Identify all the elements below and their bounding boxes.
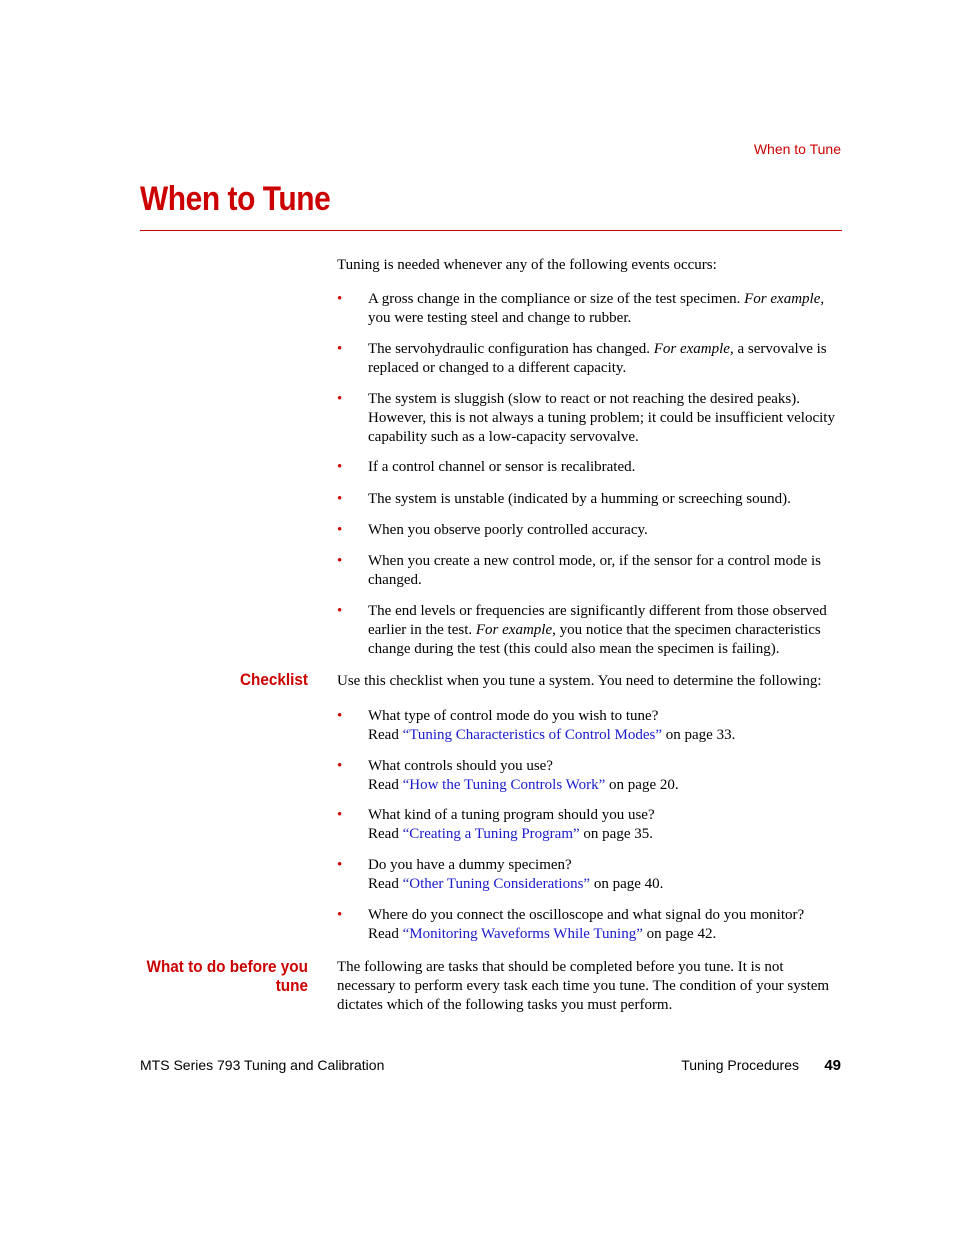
before-tune-heading: What to do before you tune (146, 957, 308, 995)
checklist-intro: Use this checklist when you tune a system. You need to determine the following: (337, 673, 822, 689)
bullet-icon: • (337, 341, 343, 357)
list-item (337, 602, 842, 659)
cross-reference-link[interactable]: “Tuning Characteristics of Control Modes” (402, 727, 662, 743)
list-item-text: A gross change in the compliance or size of the test specimen. For example, you were testing steel and change to rubber. (368, 291, 825, 326)
list-item-text: When you observe poorly controlled accuracy. (368, 522, 648, 538)
checklist-item-text: What controls should you use? Read “How the Tuning Controls Work” on page 20. (368, 758, 679, 793)
cross-reference-link[interactable]: “Creating a Tuning Program” (402, 826, 580, 842)
checklist-item-text: Where do you connect the oscilloscope and what signal do you monitor? Read “Monitoring Waveforms While Tuning” on page 42. (368, 907, 805, 942)
bullet-icon: • (337, 758, 343, 774)
checklist-item (337, 707, 842, 745)
title-divider (140, 230, 842, 231)
checklist-item-text: What type of control mode do you wish to tune? Read “Tuning Characteristics of Control Modes” on page 33. (368, 708, 736, 743)
bullet-icon: • (337, 391, 343, 407)
checklist-item (337, 757, 842, 795)
bullet-icon: • (337, 522, 343, 538)
bullet-icon: • (337, 708, 343, 724)
list-item (337, 340, 842, 378)
cross-reference-link[interactable]: “How the Tuning Controls Work” (402, 777, 606, 793)
bullet-icon: • (337, 553, 343, 569)
list-item (337, 490, 842, 509)
bullet-icon: • (337, 907, 343, 923)
list-item-text: When you create a new control mode, or, if the sensor for a control mode is changed. (368, 553, 821, 588)
checklist-heading: Checklist (239, 670, 308, 689)
list-item-text: The servohydraulic configuration has changed. For example, a servovalve is replaced or changed to a different capacity. (368, 341, 827, 376)
page-title: When to Tune (140, 180, 331, 218)
bullet-icon: • (337, 291, 343, 307)
list-item (337, 390, 842, 447)
bullet-icon: • (337, 603, 343, 619)
bullet-icon: • (337, 857, 343, 873)
checklist-item-text: Do you have a dummy specimen? Read “Other Tuning Considerations” on page 40. (368, 857, 664, 892)
checklist-item (337, 806, 842, 844)
list-item (337, 552, 842, 590)
list-item (337, 458, 842, 477)
bullet-icon: • (337, 491, 343, 507)
footer-section-name: Tuning Procedures (681, 1057, 799, 1073)
cross-reference-link[interactable]: “Monitoring Waveforms While Tuning” (402, 926, 643, 942)
list-item (337, 290, 842, 328)
list-item-text: The system is sluggish (slow to react or not reaching the desired peaks). However, this is not always a tuning problem; it could be insufficient velocity capability such as a low-capacity servovalve. (368, 391, 835, 445)
footer-document-title: MTS Series 793 Tuning and Calibration (140, 1057, 385, 1073)
list-item-text: If a control channel or sensor is recalibrated. (368, 459, 636, 475)
checklist-item (337, 856, 842, 894)
before-tune-paragraph: The following are tasks that should be completed before you tune. It is not necessary to perform every task each time you tune. The condition of your system dictates which of the following tasks you must perform. (337, 959, 830, 1013)
checklist-item-text: What kind of a tuning program should you use? Read “Creating a Tuning Program” on page 35. (368, 807, 655, 842)
running-head: When to Tune (753, 141, 841, 157)
list-item-text: The end levels or frequencies are significantly different from those observed earlier in the test. For example, you notice that the specimen characteristics change during the test (this could also mean the specimen is failing). (368, 603, 827, 657)
intro-paragraph: Tuning is needed whenever any of the following events occurs: (337, 257, 717, 273)
list-item-text: The system is unstable (indicated by a humming or screeching sound). (368, 491, 791, 507)
bullet-icon: • (337, 807, 343, 823)
bullet-icon: • (337, 459, 343, 475)
page-number: 49 (824, 1057, 841, 1074)
checklist-item (337, 906, 842, 944)
list-item (337, 521, 842, 540)
cross-reference-link[interactable]: “Other Tuning Considerations” (402, 876, 591, 892)
